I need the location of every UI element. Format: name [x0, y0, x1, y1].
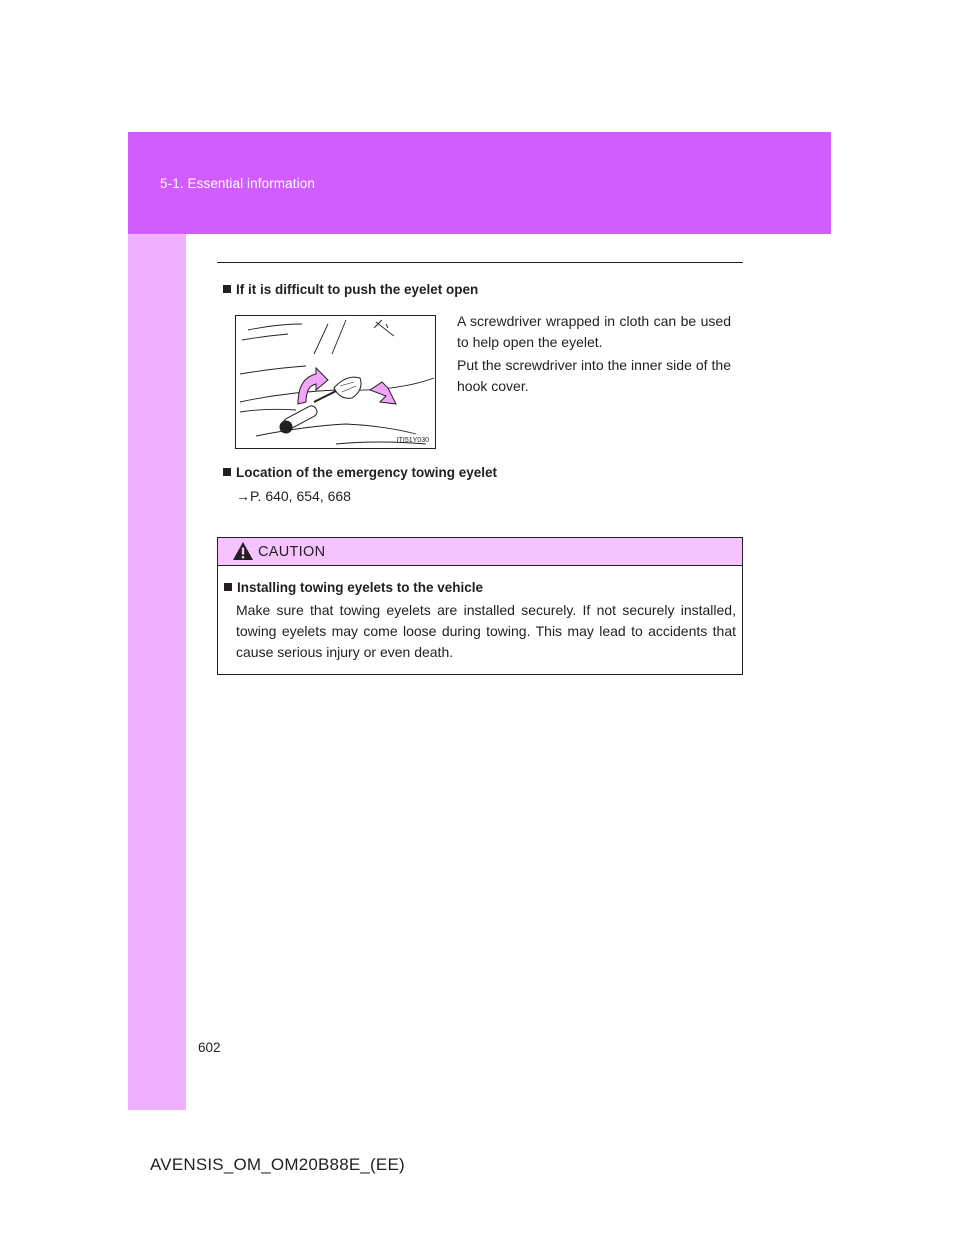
square-bullet-icon	[223, 285, 231, 293]
section-label: 5-1. Essential information	[160, 176, 315, 191]
caution-box	[217, 537, 743, 675]
caution-header	[218, 538, 742, 566]
section-divider	[217, 262, 743, 263]
figure-code: ITI51Y030	[396, 437, 429, 444]
warning-triangle-icon	[232, 541, 254, 561]
document-code: AVENSIS_OM_OM20B88E_(EE)	[150, 1155, 405, 1174]
caution-heading: Installing towing eyelets to the vehicle	[224, 579, 483, 596]
screwdriver-illustration	[235, 315, 436, 449]
caution-text: Make sure that towing eyelets are installed securely. If not securely installed, towing eyelets may come loose during towing. This may lead to accidents that cause serious injury or even death.	[236, 602, 736, 660]
square-bullet-icon	[223, 468, 231, 476]
paragraph-hook-cover: Put the screwdriver into the inner side of the hook cover.	[457, 357, 731, 394]
screwdriver-illustration-drawing	[236, 316, 436, 449]
page-reference: →P. 640, 654, 668	[236, 488, 351, 504]
paragraph-screwdriver: A screwdriver wrapped in cloth can be used to help open the eyelet.	[457, 313, 731, 350]
side-strip	[128, 234, 186, 1110]
page-number: 602	[198, 1040, 221, 1055]
square-bullet-icon	[224, 583, 232, 591]
item-heading-eyelet-location: Location of the emergency towing eyelet	[223, 464, 497, 481]
caution-title: CAUTION	[258, 544, 326, 560]
item-heading-eyelet-open: If it is difficult to push the eyelet open	[223, 281, 478, 298]
